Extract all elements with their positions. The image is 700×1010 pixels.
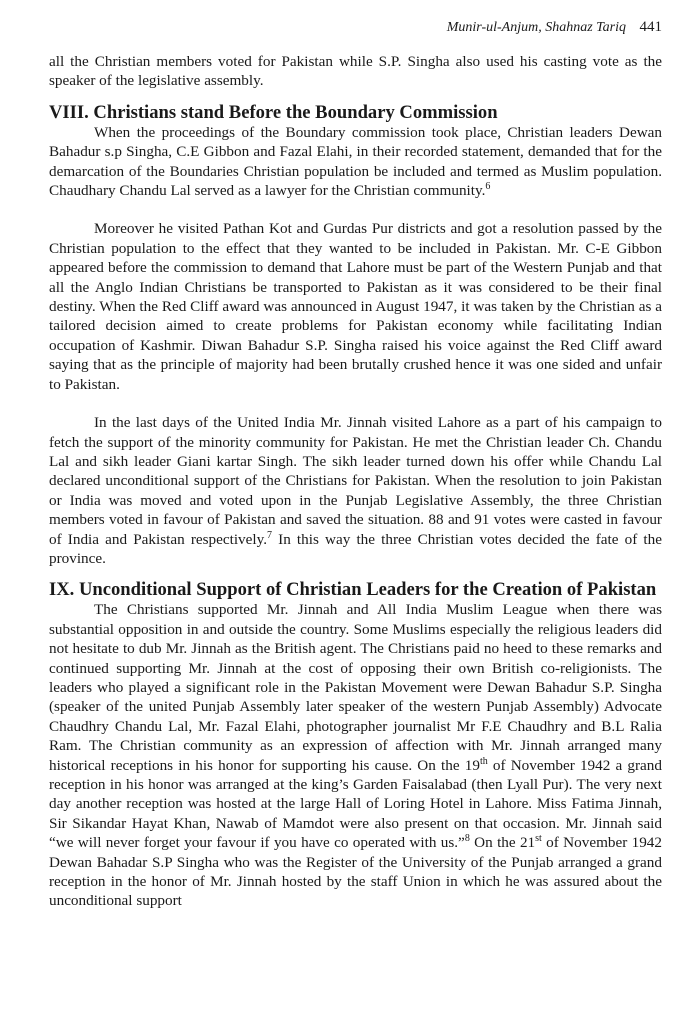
paragraph: The Christians supported Mr. Jinnah and All India Muslim League when there was substantial opposition in and outside the country. Some Muslims especially the religious leaders did not hesitate to dub Mr. Jinnah as the British agent. The Christians paid no heed to these remarks and continued supporting Mr. Jinnah at the cost of opposing their own British co-religionists. The leaders who played a significant role in the Pakistan Movement were Dewan Bahadur S.P. Singha (speaker of the united Punjab Assembly later speaker of the western Punjab Assembly) Advocate Chaudhry Chandu Lal, Mr. Fazal Elahi, photographer journalist Mr F.E Chaudhry and B.L Ralia Ram. The Christian community as an expression of affection with Mr. Jinnah arranged many historical receptions in his honor for supporting his cause. On the 19th of November 1942 a grand reception in his honor was arranged at the king’s Garden Faisalabad (then Lyall Pur). The very next day another reception was hosted at the large Hall of Loring Hotel in Lahore. Miss Fatima Jinnah, Sir Sikandar Hayat Khan, Nawab of Mamdot were also present on that occasion. Mr. Jinnah said “we will never forget your favour if you have co operated with us.”$^8$ On the 21st of November 1942 Dewan Bahadar S.P Singha who was the Register of the University of the Punjab arranged a grand reception in the honor of Mr. Jinnah hosted by the staff Union in which he was assured about the unconditional support	[49, 601, 662, 910]
ordinal-suffix: th	[479, 755, 488, 767]
paragraph: When the proceedings of the Boundary commission took place, Christian leaders Dewan Bahadur s.p Singha, C.E Gibbon and Fazal Elahi, in their recorded statement, demanded that for the demarcation of the Boundaries Christian population be included and termed as Muslim population. Chaudhary Chandu Lal served as a lawyer for the Christian community.$^6$	[49, 123, 662, 200]
paragraph: In the last days of the United India Mr. Jinnah visited Lahore as a part of his campaign to fetch the support of the minority community for Pakistan. He met the Christian leader Ch. Chandu Lal and sikh leader Giani kartar Singh. The sikh leader turned down his offer while Chandu Lal declared unconditional support of the Christians for Pakistan. When the resolution to join Pakistan or India was moved and voted upon in the Punjab Legislative Assembly, the three Christian members voted in favour of Pakistan and saved the situation. 88 and 91 votes were casted in favour of India and Pakistan respectively.$^7$ In this way the three Christian votes decided the fate of the province.	[49, 414, 662, 567]
page-number: 441	[639, 19, 662, 35]
running-header	[447, 18, 662, 37]
page-body	[49, 52, 662, 911]
paragraph-continued: all the Christian members voted for Pakistan while S.P. Singha also used his casting vote as the speaker of the legislative assembly.	[49, 53, 662, 90]
header-authors: Munir-ul-Anjum, Shahnaz Tariq	[446, 20, 626, 35]
section-heading-viii: VIII. Christians stand Before the Boundary Commission	[49, 101, 498, 123]
section-heading-ix: IX. Unconditional Support of Christian Leaders for the Creation of Pakistan	[49, 579, 657, 601]
paper-page	[49, 0, 662, 1010]
ordinal-suffix: st	[535, 833, 542, 845]
footnote-ref: 7	[267, 529, 272, 541]
footnote-ref: 8	[464, 833, 470, 845]
footnote-ref: 6	[485, 181, 491, 193]
paragraph: Moreover he visited Pathan Kot and Gurdas Pur districts and got a resolution passed by the Christian population to the effect that they wanted to be included in Pakistan. Mr. C-E Gibbon appeared before the commission to demand that Lahore must be part of the Western Punjab and that all the Anglo Indian Christians be transported to Pakistan as it was considered to be their final destiny. When the Red Cliff award was announced in August 1947, it was taken by the Christian as a tailored decision aimed to create problems for Pakistan economy while facilitating Indian occupation of Kashmir. Diwan Bahadur S.P. Singha raised his voice against the Red Cliff award saying that as the principle of majority had been brutally crushed hence it was one sided and unfair to Pakistan.	[49, 220, 662, 393]
